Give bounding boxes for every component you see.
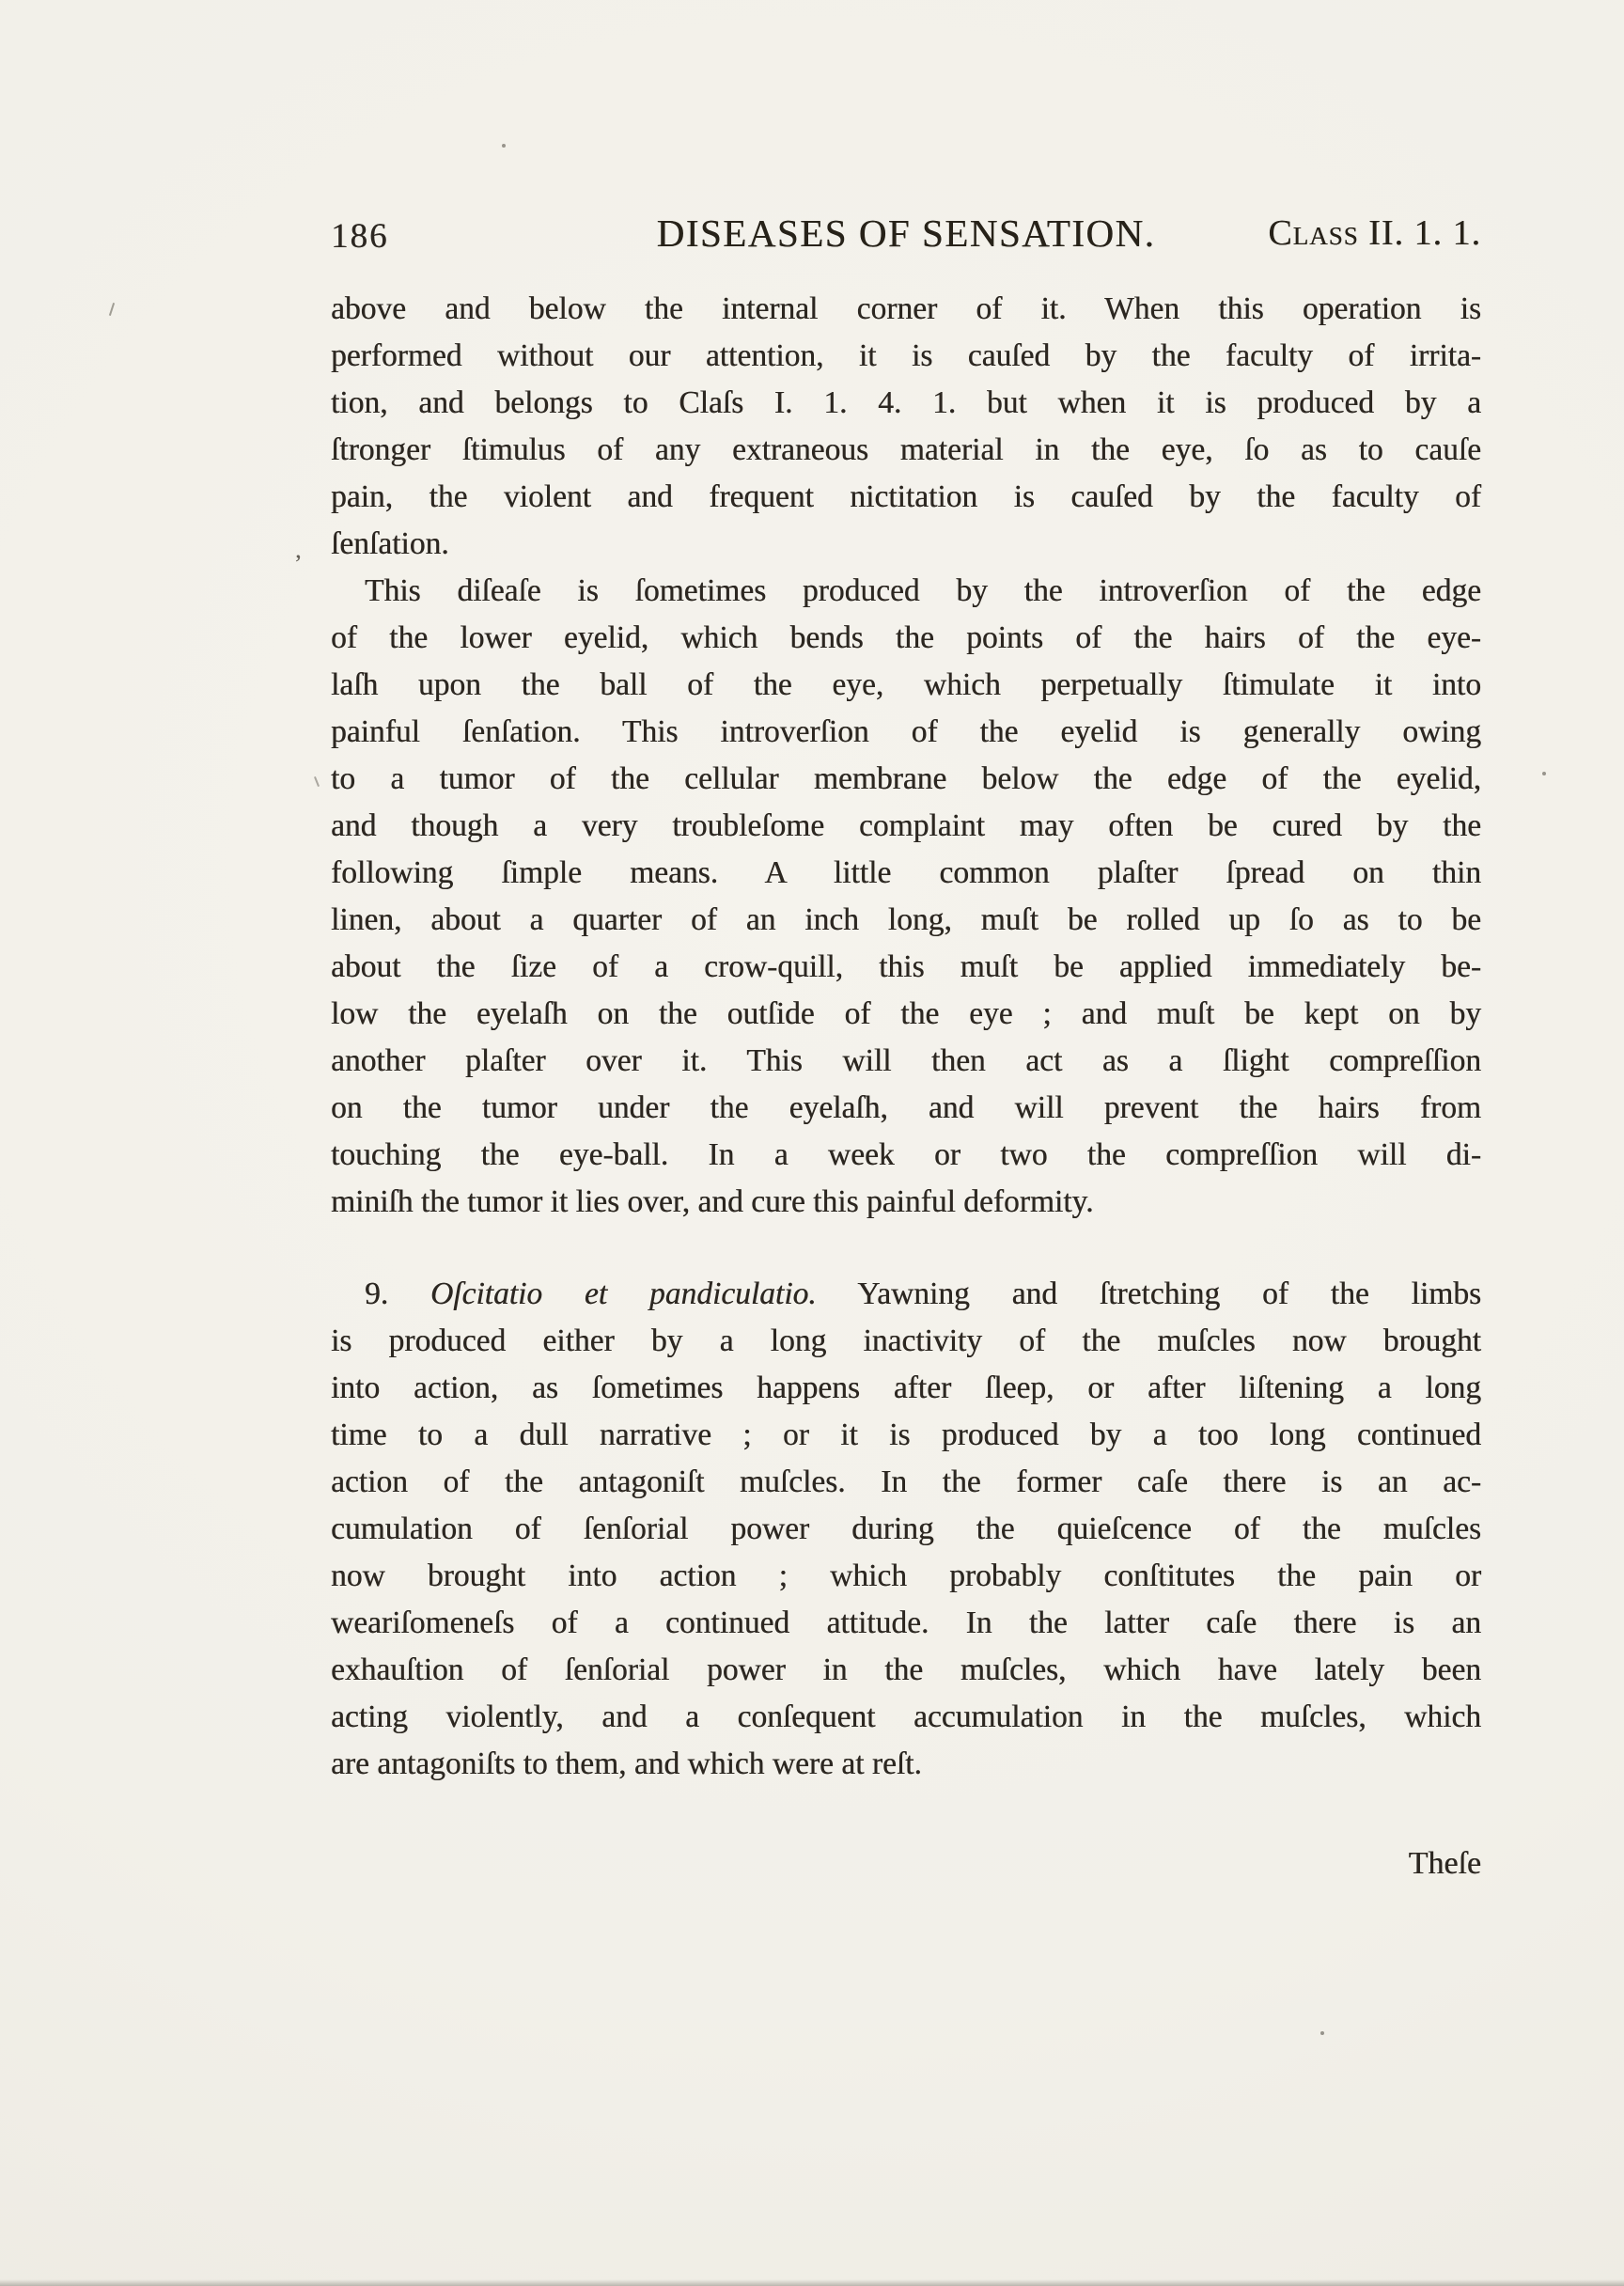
text-line: painful ſenſation. This introverſion of the eyelid is generally owing (331, 714, 1481, 749)
scan-speckle (314, 776, 320, 787)
running-head (331, 211, 1481, 259)
text-line: ſtronger ſtimulus of any extraneous material in the eye, ſo as to cauſe (331, 432, 1481, 467)
text-line: now brought into action ; which probably conſtitutes the pain or (331, 1558, 1481, 1593)
text-line: tion, and belongs to Claſs I. 1. 4. 1. but when it is produced by a (331, 385, 1481, 420)
text-line: This diſeaſe is ſometimes produced by the introverſion of the edge (365, 573, 1481, 608)
paragraph (331, 1271, 1481, 1788)
text-line: acting violently, and a conſequent accumulation in the muſcles, which (331, 1699, 1481, 1734)
text-segment: Yawning and ſtretching of the limbs (816, 1276, 1482, 1311)
text-line: are antagoniſts to them, and which were at reſt. (331, 1746, 922, 1781)
text-line: cumulation of ſenſorial power during the quieſcence of the muſcles (331, 1511, 1481, 1546)
text-line: of the lower eyelid, which bends the points of the hairs of the eye- (331, 620, 1481, 655)
page-number: 186 (331, 217, 389, 256)
scan-speckle (109, 303, 115, 316)
text-line: low the eyelaſh on the outſide of the eye ; and muſt be kept on by (331, 996, 1481, 1031)
running-title: DISEASES OF SENSATION. (656, 211, 1156, 255)
text-line (331, 1271, 1481, 1318)
scan-speckle (1320, 2031, 1324, 2035)
text-line: laſh upon the ball of the eye, which perpetually ſtimulate it into (331, 667, 1481, 702)
text-line: touching the eye-ball. In a week or two the compreſſion will di- (331, 1137, 1481, 1172)
paragraph (331, 568, 1481, 1226)
text-line: above and below the internal corner of it. When this operation is (331, 291, 1481, 326)
catchword: Theſe (1408, 1846, 1481, 1881)
text-line: is produced either by a long inactivity of the muſcles now brought (331, 1323, 1481, 1358)
text-segment: 9. (365, 1276, 430, 1311)
text-line: linen, about a quarter of an inch long, muſt be rolled up ſo as to be (331, 902, 1481, 937)
paragraph (331, 286, 1481, 568)
text-line: ſenſation. (331, 526, 449, 561)
text-line: time to a dull narrative ; or it is produced by a too long continued (331, 1417, 1481, 1452)
text-line: action of the antagoniſt muſcles. In the former caſe there is an ac- (331, 1464, 1481, 1499)
scan-speckle (1542, 772, 1546, 775)
text-block (331, 286, 1481, 1788)
text-line: and though a very troubleſome complaint may often be cured by the (331, 808, 1481, 843)
text-line: performed without our attention, it is cauſed by the faculty of irrita- (331, 338, 1481, 373)
text-line: weariſomeneſs of a continued attitude. In the latter caſe there is an (331, 1605, 1481, 1640)
text-line: into action, as ſometimes happens after ſleep, or after liſtening a long (331, 1370, 1481, 1405)
scan-speckle: , (295, 536, 302, 563)
text-line: to a tumor of the cellular membrane below the edge of the eyelid, (331, 761, 1481, 796)
italic-phrase: Oſcitatio et pandiculatio. (429, 1276, 817, 1311)
text-line: miniſh the tumor it lies over, and cure this painful deformity. (331, 1184, 1094, 1219)
text-line: exhauſtion of ſenſorial power in the muſcles, which have lately been (331, 1652, 1481, 1687)
scan-speckle (502, 144, 506, 148)
text-line: another plaſter over it. This will then act as a ſlight compreſſion (331, 1043, 1481, 1078)
text-line: about the ſize of a crow-quill, this muſt be applied immediately be- (331, 949, 1481, 984)
class-heading: Class II. 1. 1. (1268, 213, 1481, 253)
text-line: pain, the violent and frequent nictitation is cauſed by the faculty of (331, 479, 1481, 514)
text-line: following ſimple means. A little common plaſter ſpread on thin (331, 855, 1481, 890)
text-line: on the tumor under the eyelaſh, and will prevent the hairs from (331, 1090, 1481, 1125)
